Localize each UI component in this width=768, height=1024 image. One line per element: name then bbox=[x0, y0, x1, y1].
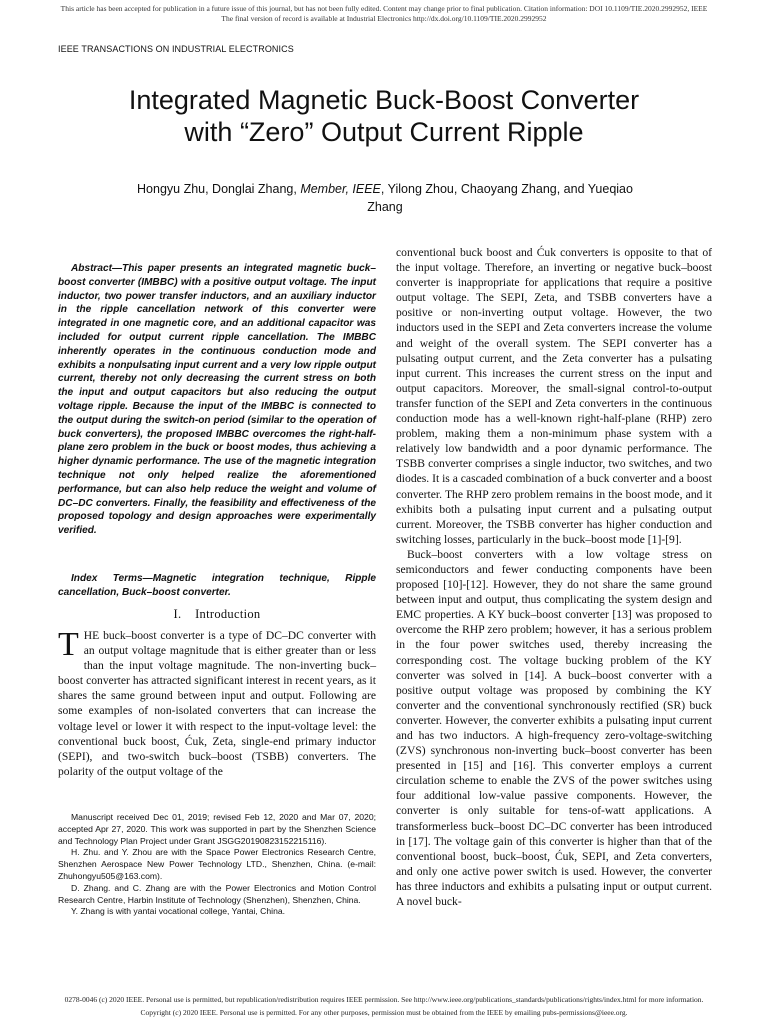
abstract-text: Abstract—This paper presents an integrated magnetic buck–boost converter (IMBBC) with a positive output voltage. The input inductor, two power transfer inductors, and an auxiliary inductor in the ripple cancellation network of this converter were integrated in one magnetic core, and an additional capacitor was included for output current ripple cancellation. The IMBBC inherently operates in the continuous conduction mode and exhibits a nonpulsating input current and a very low ripple output current, thereby not only decreasing the current stress on both the input and output capacitors but also reducing the output voltage ripple. Because the input of the IMBBC is connected to the output during the switch-on period (similar to the operation of buck converters), the proposed IMBBC overcomes the right-half-plane zero problem in the buck or boost modes, thus achieving a higher dynamic performance. The use of the magnetic integration technique not only helped realize the aforementioned performance, but can also help reduce the weight and volume of DC–DC converters. Finally, the feasibility and effectiveness of the proposed topology and design approaches were experimentally verified. bbox=[58, 263, 376, 537]
right-paragraph-2: Buck–boost converters with a low voltage stress on semiconductors and fewer conducting components have been proposed [10]-[12]. However, they do not share the same ground between input and output, thus complicating the system design and EMC properties. A KY buck–boost converter [13] was proposed to overcome the RHP zero problem; however, it has a serious problem in the four power switches used, thereby increasing the corresponding cost. The voltage bucking problem of the KY converter was solved in [14]. A buck–boost converter with a positive output voltage was proposed by combining the KY converter and the conventional synchronously rectified (SR) buck converter. However, the converter exhibits a pulsating input current and has two inductors. A high-frequency zero-voltage-switching (ZVS) synchronous non-inverting buck–boost converter has been presented in [15] and [16]. This converter employs a current circulation scheme to enable the ZVS of the power switches using four additional low-value passive components. However, the converter is only suitable for tens-of-watt applications. A transformerless buck–boost DC–DC converter has been introduced in [17]. The voltage gain of this converter is higher than that of the conventional boost, buck–boost, Ćuk, SEPI, and Zeta converters, and only one active power switch is used. However, the converter has three inductors and exhibits a pulsating input or output current. A novel buck- bbox=[396, 547, 712, 909]
footnote-block bbox=[58, 812, 376, 918]
intro-paragraph bbox=[58, 628, 376, 779]
index-terms-block bbox=[58, 572, 376, 600]
author-member-role: Member, IEEE bbox=[300, 182, 381, 196]
author-list bbox=[120, 180, 650, 216]
footnote-affiliation-3: Y. Zhang is with yantai vocational college, Yantai, China. bbox=[71, 906, 286, 917]
title-line-2: with “Zero” Output Current Ripple bbox=[184, 117, 584, 147]
top-notice-line-2: The final version of record is available at Industrial Electronics http://dx.doi.org/10.1109/TIE.2020.2992952 bbox=[221, 14, 547, 23]
abstract-block bbox=[58, 262, 376, 538]
copyright-notice-line-2: Copyright (c) 2020 IEEE. Personal use is permitted. For any other purposes, permission must be obtained from the IEEE by emailing pubs-permissions@ieee.org. bbox=[140, 1008, 628, 1017]
introduction-body bbox=[58, 628, 376, 779]
title-line-1: Integrated Magnetic Buck-Boost Converter bbox=[128, 85, 640, 115]
authors-line-2: Zhang bbox=[367, 200, 403, 214]
copyright-notice-line-1: 0278-0046 (c) 2020 IEEE. Personal use is permitted, but republication/redistribution requires IEEE permission. See http://www.ieee.org/publications_standards/publications/rights/index.html for more information. bbox=[64, 995, 704, 1004]
intro-text: HE buck–boost converter is a type of DC–DC converter with an output voltage magnitude that is either greater than or less than the input voltage magnitude. The non-inverting buck–boost converter has attracted significant interest in recent years, as it shares the same ground between input and output. Following are some examples of non-isolated converters that can increase the voltage level or lower it with respect to the input-voltage level: the conventional buck boost, Ćuk, Zeta, single-end primary inductor (SEPI), and two-switch buck–boost (TSBB) converters. The polarity of the output voltage of the bbox=[58, 629, 376, 778]
section-heading-introduction: I. Introduction bbox=[173, 607, 261, 621]
paper-title bbox=[60, 84, 708, 148]
authors-names-b: , Yilong Zhou, Chaoyang Zhang, and Yueqiao bbox=[380, 182, 633, 196]
footnote-affiliation-2: D. Zhang. and C. Zhang are with the Power Electronics and Motion Control Research Centre, Harbin Institute of Technology (Shenzhen), Shenzhen, China. bbox=[58, 882, 376, 905]
right-column-body bbox=[396, 245, 712, 909]
footnote-manuscript: Manuscript received Dec 01, 2019; revised Feb 12, 2020 and Mar 07, 2020; accepted Apr 27, 2020. This work was supported in part by the Shenzhen Science and Technology Plan Project under Grant JSGG20190823152215116). bbox=[58, 812, 376, 846]
authors-names-a: Hongyu Zhu, Donglai Zhang, bbox=[137, 182, 301, 196]
drop-cap: T bbox=[58, 626, 79, 663]
journal-header: IEEE TRANSACTIONS ON INDUSTRIAL ELECTRONICS bbox=[58, 44, 294, 54]
right-paragraph-1: conventional buck boost and Ćuk converters is opposite to that of the input voltage. Therefore, an inverting or negative buck–boost converter is inappropriate for applications that require a positive output voltage. The SEPI, Zeta, and TSBB converters have a positive or non-inverting output voltage. However, the two inductors used in the SEPI and Zeta converters increase the volume and weight of the overall system. The SEPI converter has a pulsating output current, and the Zeta converter has a pulsating input current. This increases the current stress on the input and output capacitors. Moreover, the small-signal control-to-output transfer function of the SEPI and Zeta converters in the continuous conduction mode has a well-known right-half-plane (RHP) zero problem, making them a non-minimum phase system with a relatively low bandwidth and a poor dynamic performance. The TSBB converter comprises a single inductor, two switches, and two diodes. It is a cascaded combination of a buck converter and a boost converter. The RHP zero problem remains in the boost mode, and it exhibits both a pulsating input current and a pulsating output current. Moreover, the TSBB converter has higher conduction and switching losses, particularly in the buck–boost mode [1]-[9]. bbox=[396, 246, 712, 546]
index-terms-text: Index Terms—Magnetic integration technique, Ripple cancellation, Buck–boost converter. bbox=[58, 573, 376, 598]
top-notice-line-1: This article has been accepted for publication in a future issue of this journal, but has not been fully edited. Content may change prior to final publication. Citation information: DOI 10.1109/TIE.2020.2992952, IEEE bbox=[60, 4, 708, 13]
footnote-affiliation-1: H. Zhu. and Y. Zhou are with the Space Power Electronics Research Centre, Shenzhen Aerospace New Power Technology LTD., Shenzhen, China. (e-mail: Zhuhongyu505@163.com). bbox=[58, 847, 376, 881]
authors-line-1 bbox=[120, 180, 650, 198]
